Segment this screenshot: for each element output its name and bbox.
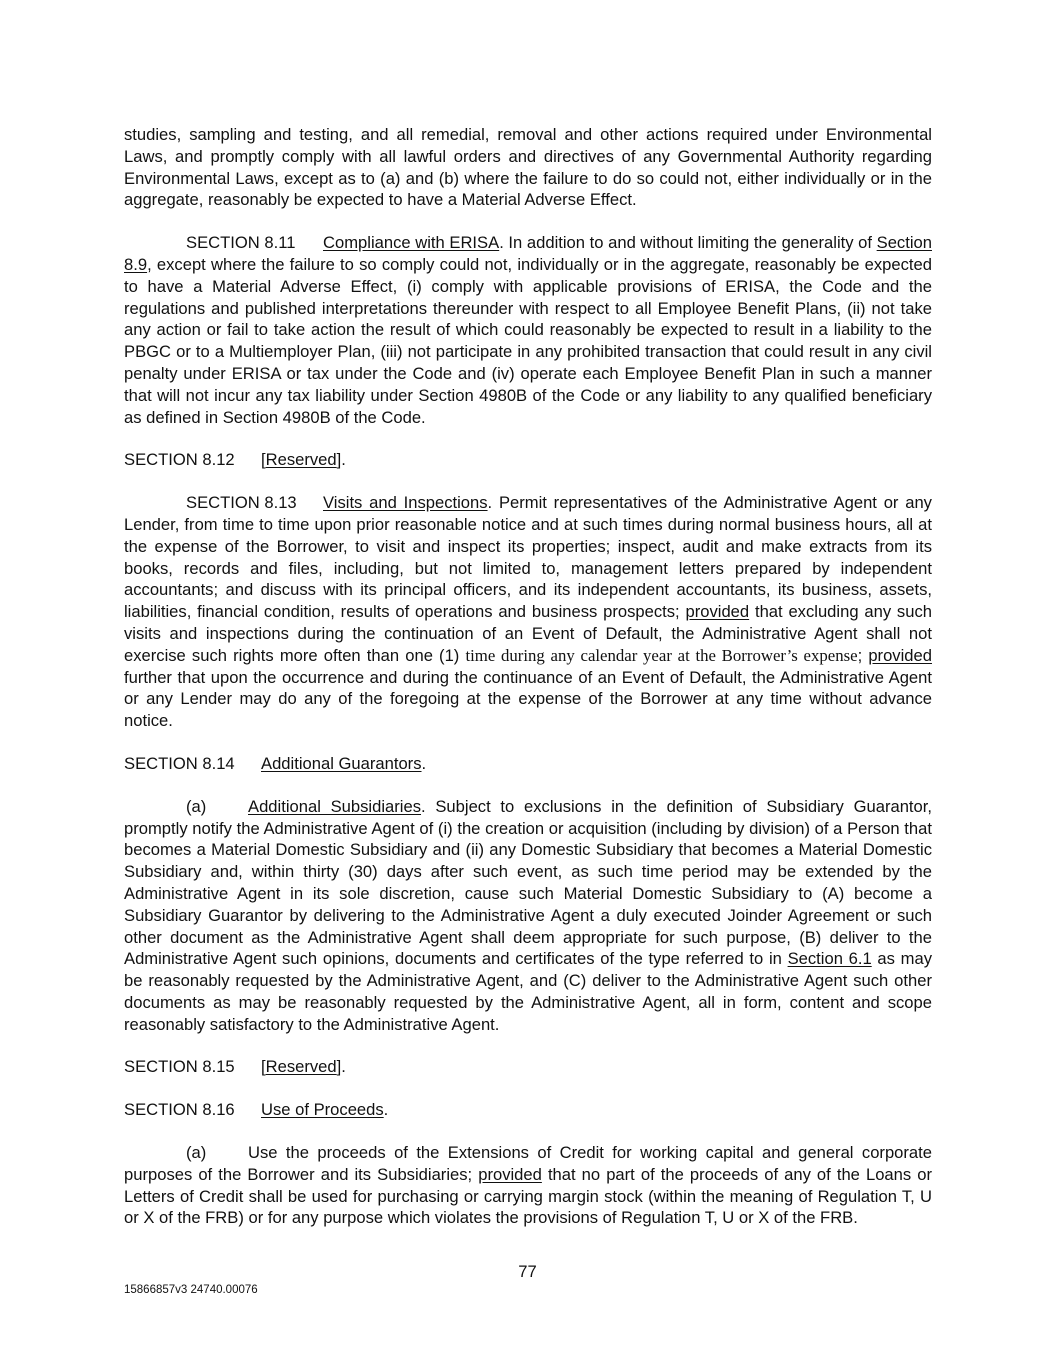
section-8-14-number: SECTION 8.14	[124, 753, 235, 773]
section-8-13-number: SECTION 8.13	[186, 493, 297, 513]
section-8-15-close-bracket: ].	[336, 1057, 346, 1077]
section-8-11-title: Compliance with ERISA	[323, 233, 500, 253]
intro-text: studies, sampling and testing, and all remedial, removal and other actions required under Environmental Laws, and promptly comply with all lawful orders and directives of any Governmental Authority regarding Environmental Laws, except as to (a) and (b) where the failure to do so could not, either individually or in the aggregate, reasonably be expected to have a Material Adverse Effect.	[124, 125, 932, 210]
section-8-16	[124, 1099, 932, 1121]
section-8-13-text-4: further that upon the occurrence and during the continuance of an Event of Default, the Administrative Agent or any Lender may do any of the foregoing at the expense of the Borrower at any time without advance notice.	[124, 667, 932, 731]
section-8-14-title: Additional Guarantors	[261, 753, 422, 773]
section-8-16-number: SECTION 8.16	[124, 1100, 235, 1120]
section-8-14-period: .	[421, 753, 427, 773]
section-8-16-a-text-1: Use the proceeds of the Extensions of Credit for working capital and general corporate purposes of the Borrower and its Subsidiaries;	[124, 1143, 932, 1184]
section-8-11	[124, 232, 932, 428]
section-6-1-reference: Section 6.1	[787, 949, 872, 969]
provided-term-2: provided	[868, 645, 932, 665]
section-8-12-number: SECTION 8.12	[124, 450, 235, 470]
provided-term-1: provided	[685, 602, 750, 622]
section-8-12-close-bracket: ].	[336, 450, 346, 470]
section-8-16-a-number: (a)	[186, 1143, 207, 1163]
section-8-12	[124, 449, 932, 471]
section-8-14-a-title: Additional Subsidiaries	[248, 796, 422, 816]
section-8-12-title: Reserved	[265, 450, 337, 470]
section-8-16-title: Use of Proceeds	[261, 1100, 384, 1120]
section-8-9-reference: Section 8.9	[124, 233, 932, 274]
section-8-13-text-2: that excluding any such visits and inspections during the continuation of an Event of Default, the Administrative Agent shall not exercise such rights more often than one (1)	[124, 602, 932, 665]
section-8-12-open-bracket: [	[261, 450, 266, 470]
section-8-14-a-number: (a)	[186, 796, 207, 816]
section-8-16-a	[124, 1142, 932, 1229]
section-8-14-a	[124, 796, 932, 1036]
section-8-11-number: SECTION 8.11	[186, 233, 296, 253]
section-8-16-period: .	[383, 1100, 389, 1120]
page-number: 77	[518, 1262, 537, 1281]
document-id: 15866857v3 24740.00076	[124, 1284, 258, 1296]
section-8-15-number: SECTION 8.15	[124, 1057, 235, 1077]
document-page	[124, 124, 932, 1250]
section-8-13	[124, 492, 932, 732]
section-8-15	[124, 1056, 932, 1078]
section-8-13-title: Visits and Inspections	[323, 493, 488, 513]
section-8-13-text-3: ;	[857, 645, 869, 665]
provided-term-3: provided	[478, 1164, 542, 1184]
section-8-13-text-1: . Permit representatives of the Administrative Agent or any Lender, from time to time upon prior reasonable notice and at such times during normal business hours, all at the expense of the Borrower, to visit and inspect its properties; inspect, audit and make extracts from its books, records and files, including, but not limited to, management letters prepared by independent accountants; and discuss with its principal officers, and its independent accountants, its business, assets, liabilities, financial condition, results of operations and business prospects;	[124, 493, 932, 622]
section-8-14	[124, 753, 932, 775]
section-8-14-a-text-1: . Subject to exclusions in the definition of Subsidiary Guarantor, promptly notify the Administrative Agent of (i) the creation or acquisition (including by division) of a Person that becomes a Material Domestic Subsidiary and (ii) any Domestic Subsidiary that becomes a Material Domestic Subsidiary and, within thirty (30) days after such event, as such time period may be extended by the Administrative Agent in its sole discretion, cause such Material Domestic Subsidiary to (A) become a Subsidiary Guarantor by delivering to the Administrative Agent a duly executed Joinder Agreement or such other document as the Administrative Agent shall deem appropriate for such purpose, (B) deliver to the Administrative Agent such opinions, documents and certificates of the type referred to in	[124, 796, 932, 969]
section-8-11-lead: . In addition to and without limiting the generality of	[499, 233, 877, 253]
section-8-13-serif-text: time during any calendar year at the Borrower’s expense	[465, 645, 858, 665]
section-8-11-text: , except where the failure to so comply could not, individually or in the aggregate, reasonably be expected to have a Material Adverse Effect, (i) comply with applicable provisions of ERISA, the Code and the regulations and published interpretations thereunder with respect to all Employee Benefit Plans, (ii) not take any action or fail to take action the result of which could reasonably be expected to result in a liability to the PBGC or to a Multiemployer Plan, (iii) not participate in any prohibited transaction that could result in any civil penalty under ERISA or tax under the Code and (iv) operate each Employee Benefit Plan in such a manner that will not incur any tax liability under Section 4980B of the Code or any liability to any qualified beneficiary as defined in Section 4980B of the Code.	[124, 254, 932, 427]
section-8-14-a-text-2: as may be reasonably requested by the Administrative Agent, and (C) deliver to the Administrative Agent such other documents as may be reasonably requested by the Administrative Agent, all in form, content and scope reasonably satisfactory to the Administrative Agent.	[124, 949, 932, 1034]
section-8-15-open-bracket: [	[261, 1057, 266, 1077]
section-8-16-a-text-2: that no part of the proceeds of any of the Loans or Letters of Credit shall be used for purchasing or carrying margin stock (within the meaning of Regulation T, U or X of the FRB) or for any purpose which violates the provisions of Regulation T, U or X of the FRB.	[124, 1164, 932, 1228]
intro-paragraph	[124, 124, 932, 211]
section-8-15-title: Reserved	[265, 1057, 337, 1077]
